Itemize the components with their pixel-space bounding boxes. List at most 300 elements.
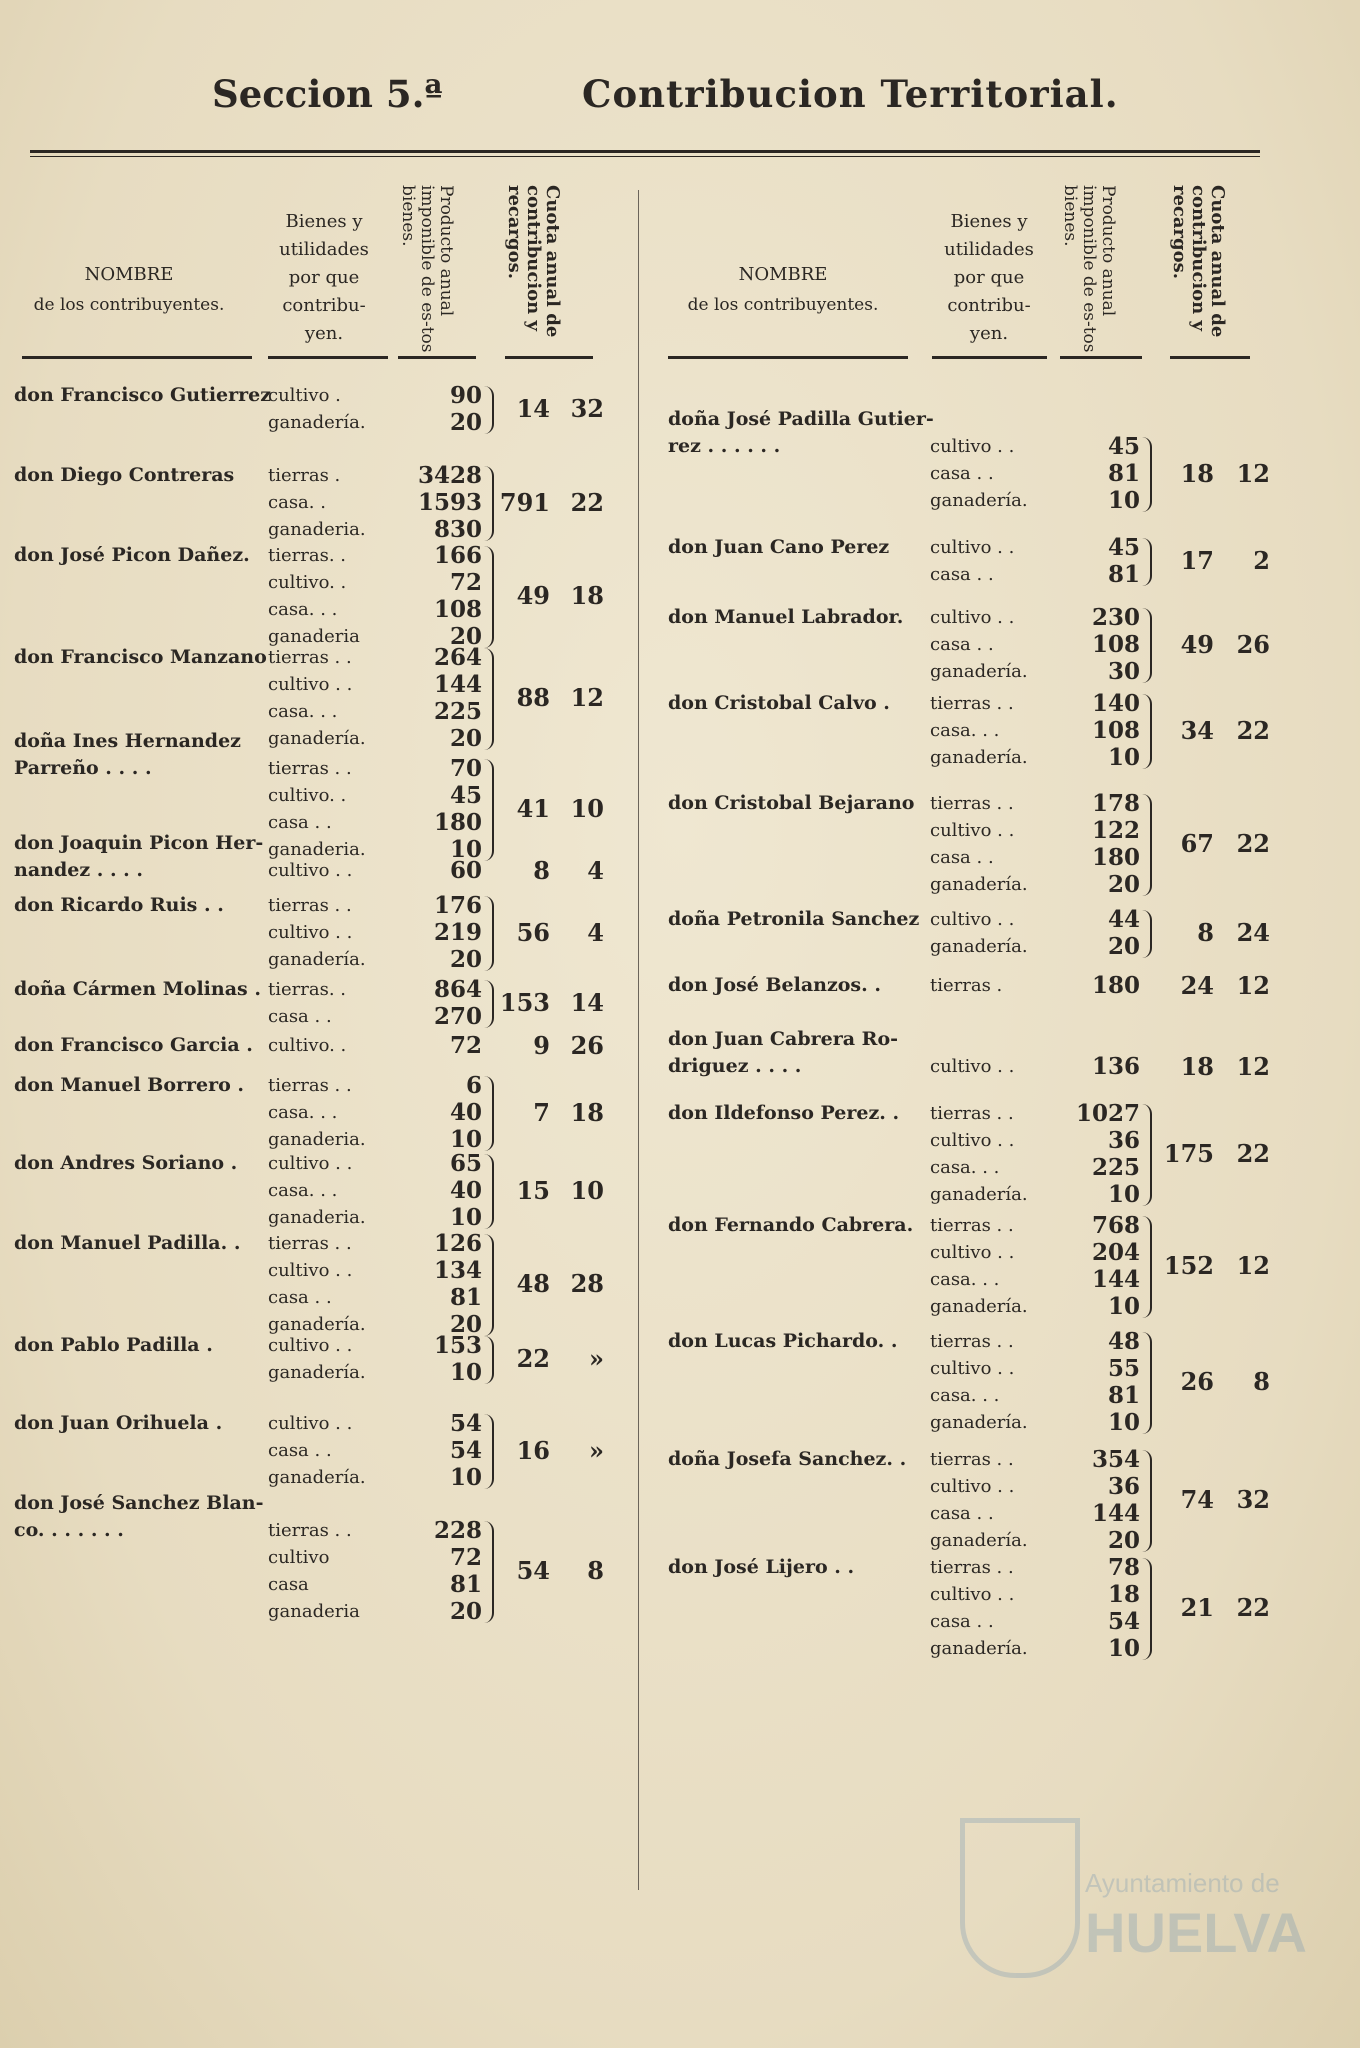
left-header-bienes-line: por que: [288, 267, 360, 288]
producto-value: 65: [449, 1150, 482, 1177]
bien-item: tierras . .: [930, 1449, 1014, 1470]
bien-item: tierras. .: [268, 979, 346, 1000]
producto-value: 225: [433, 698, 482, 725]
page-header: [0, 72, 1360, 132]
producto-value: 176: [433, 892, 482, 919]
bien-item: casa . .: [930, 847, 994, 868]
right-header-underline: [668, 356, 908, 359]
producto-value: 78: [1107, 1554, 1140, 1581]
producto-value: 54: [449, 1410, 482, 1437]
producto-value: 354: [1091, 1446, 1140, 1473]
bien-item: cultivo. .: [268, 785, 347, 806]
producto-value: 20: [449, 1598, 482, 1625]
left-header-underline: [268, 356, 388, 359]
producto-value: 10: [1107, 1409, 1140, 1436]
cuota-reales: 88: [516, 683, 550, 712]
bien-item: cultivo . .: [930, 1476, 1015, 1497]
cuota-maravedis: 12: [1236, 1051, 1270, 1081]
left-contribuyente-row: [0, 542, 640, 650]
bien-item: cultivo. .: [268, 572, 347, 593]
bien-item: tierras . .: [268, 1233, 352, 1254]
contribuyente-name: don Andres Soriano .: [14, 1152, 238, 1174]
contribuyente-name: don Juan Cano Perez: [668, 536, 890, 558]
cuota-maravedis: 14: [570, 988, 604, 1017]
cuota-maravedis: 12: [1236, 1251, 1270, 1280]
producto-value: 204: [1091, 1239, 1140, 1266]
header-rule-thin: [30, 156, 1260, 157]
cuota-reales: 18: [1180, 1051, 1214, 1081]
cuota-reales: 9: [533, 1030, 550, 1060]
contribuyente-name: don Pablo Padilla .: [14, 1334, 213, 1356]
right-contribuyente-row: [640, 1100, 1280, 1208]
cuota-maravedis: 22: [1236, 829, 1270, 858]
right-contribuyente-row: [640, 534, 1280, 588]
left-contribuyente-row: [0, 892, 640, 973]
bien-item: cultivo . .: [268, 922, 353, 943]
left-contribuyente-row: [0, 462, 640, 543]
contribuyente-name: doña Ines Hernandez: [14, 730, 241, 752]
right-header-bienes-line: por que: [953, 267, 1025, 288]
bien-item: casa . .: [268, 1440, 332, 1461]
cuota-maravedis: 24: [1236, 918, 1270, 947]
left-header-underline: [22, 356, 252, 359]
producto-value: 60: [449, 857, 482, 884]
producto-value: 72: [449, 1544, 482, 1571]
producto-value: 81: [449, 1284, 482, 1311]
bien-item: cultivo . .: [930, 909, 1015, 930]
bien-item: tierras . .: [930, 693, 1014, 714]
right-header-underline: [932, 356, 1047, 359]
producto-value: 20: [1107, 933, 1140, 960]
contribuyente-name: don Manuel Padilla. .: [14, 1232, 241, 1254]
bien-item: tierras . .: [268, 647, 352, 668]
cuota-reales: 14: [516, 394, 550, 423]
producto-value: 10: [1107, 1181, 1140, 1208]
producto-value: 180: [1091, 972, 1140, 999]
producto-value: 140: [1091, 690, 1140, 717]
bien-item: cultivo . .: [268, 860, 353, 881]
producto-value: 54: [449, 1437, 482, 1464]
cuota-reales: 22: [516, 1344, 550, 1373]
cuota-maravedis: 18: [570, 1097, 604, 1127]
bien-item: cultivo .: [268, 385, 341, 406]
cuota-reales: 791: [499, 487, 550, 517]
producto-value: 10: [449, 1204, 482, 1231]
producto-value: 54: [1107, 1608, 1140, 1635]
right-contribuyente-row: [640, 1026, 1280, 1080]
bien-item: casa. . .: [268, 701, 338, 722]
right-header-bienes-line: utilidades: [944, 239, 1034, 260]
bien-item: cultivo. .: [268, 1035, 347, 1056]
producto-value: 10: [449, 1126, 482, 1153]
contribuyente-name: co. . . . . . .: [14, 1519, 124, 1541]
producto-value: 10: [1107, 1635, 1140, 1662]
producto-value: 40: [449, 1099, 482, 1126]
left-header-nombre-title: NOMBRE: [84, 264, 174, 285]
bien-item: cultivo . .: [930, 1130, 1015, 1151]
producto-value: 219: [433, 919, 482, 946]
contribuyente-name: don Diego Contreras: [14, 464, 235, 486]
producto-value: 72: [449, 569, 482, 596]
left-column-header: [0, 160, 640, 360]
bien-item: cultivo . .: [930, 1056, 1015, 1077]
contribuyente-name: don Juan Orihuela .: [14, 1412, 223, 1434]
contribuyente-name: rez . . . . . .: [668, 435, 781, 457]
bien-item: ganaderia.: [268, 519, 366, 540]
bien-item: cultivo . .: [268, 1335, 353, 1356]
producto-value: 178: [1091, 790, 1140, 817]
producto-value: 144: [433, 671, 482, 698]
left-contribuyente-row: [0, 1230, 640, 1338]
bien-item: ganaderia.: [268, 1207, 366, 1228]
producto-value: 45: [1107, 534, 1140, 561]
right-column: [640, 160, 1280, 2040]
cuota-maravedis: 18: [570, 581, 604, 610]
contribuyente-name: doña José Padilla Gutier-: [668, 408, 934, 430]
bien-item: ganadería.: [930, 661, 1028, 682]
cuota-reales: 26: [1180, 1367, 1214, 1396]
bien-item: casa. . .: [268, 599, 338, 620]
cuota-reales: 153: [499, 988, 550, 1017]
right-contribuyente-row: [640, 790, 1280, 898]
contribuyente-name: don Francisco Gutierrez: [14, 384, 272, 406]
header-rule: [30, 150, 1260, 153]
bien-item: ganadería.: [268, 1314, 366, 1335]
section-title: Seccion 5.ª: [212, 72, 443, 116]
cuota-reales: 49: [516, 581, 550, 610]
producto-value: 10: [1107, 487, 1140, 514]
producto-value: 10: [449, 836, 482, 863]
contribuyente-name: driguez . . . .: [668, 1055, 802, 1077]
contribuyente-name: don José Lijero . .: [668, 1556, 855, 1578]
bien-item: tierras .: [268, 465, 341, 486]
contribuyente-name: don Manuel Labrador.: [668, 606, 904, 628]
right-header-cuota: Cuota anual de contribucion y recargos.: [1169, 185, 1228, 338]
producto-value: 45: [449, 782, 482, 809]
bien-item: casa. . .: [930, 1157, 1000, 1178]
right-contribuyente-row: [640, 1212, 1280, 1320]
producto-value: 144: [1091, 1500, 1140, 1527]
bien-item: ganadería.: [930, 1296, 1028, 1317]
right-header-nombre-title: NOMBRE: [738, 264, 828, 285]
bien-item: casa. .: [268, 492, 326, 513]
producto-value: 36: [1107, 1127, 1140, 1154]
producto-value: 70: [449, 755, 482, 782]
contribuyente-name: doña Josefa Sanchez. .: [668, 1448, 907, 1470]
contribuyente-name: nandez . . . .: [14, 859, 144, 881]
bien-item: casa. . .: [930, 1385, 1000, 1406]
bien-item: ganadería.: [268, 949, 366, 970]
producto-value: 20: [449, 623, 482, 650]
bien-item: ganadería.: [930, 1638, 1028, 1659]
right-header-bienes-line: Bienes y: [950, 211, 1028, 232]
bien-item: cultivo . .: [930, 537, 1015, 558]
right-header-underline: [1170, 356, 1250, 359]
producto-value: 270: [433, 1003, 482, 1030]
producto-value: 108: [1091, 717, 1140, 744]
cuota-maravedis: »: [589, 1344, 604, 1373]
cuota-maravedis: 4: [587, 917, 604, 947]
bien-item: tierras . .: [268, 1520, 352, 1541]
bien-item: cultivo . .: [268, 1153, 353, 1174]
cuota-reales: 18: [1180, 458, 1214, 488]
cuota-maravedis: »: [589, 1435, 604, 1465]
producto-value: 40: [449, 1177, 482, 1204]
contribuyente-name: don Cristobal Calvo .: [668, 692, 890, 714]
producto-value: 81: [1107, 1382, 1140, 1409]
bien-item: casa . .: [930, 463, 994, 484]
cuota-maravedis: 8: [587, 1556, 604, 1585]
cuota-maravedis: 26: [570, 1030, 604, 1060]
producto-value: 1027: [1075, 1100, 1140, 1127]
right-header-nombre: [668, 260, 898, 320]
right-contribuyente-row: [640, 906, 1280, 960]
producto-value: 81: [1107, 561, 1140, 588]
producto-value: 44: [1107, 906, 1140, 933]
producto-value: 20: [449, 725, 482, 752]
producto-value: 3428: [417, 462, 482, 489]
producto-value: 225: [1091, 1154, 1140, 1181]
producto-value: 1593: [417, 489, 482, 516]
bien-item: tierras . .: [930, 1103, 1014, 1124]
left-header-bienes-line: contribu-: [282, 295, 366, 316]
bien-item: tierras. .: [268, 545, 346, 566]
producto-value: 768: [1091, 1212, 1140, 1239]
contribuyente-name: don Joaquin Picon Her-: [14, 832, 264, 854]
bien-item: cultivo . .: [930, 436, 1015, 457]
document-title: Contribucion Territorial.: [582, 72, 1119, 116]
left-contribuyente-row: [0, 382, 640, 436]
bien-item: ganadería.: [930, 747, 1028, 768]
contribuyente-name: don Francisco Manzano: [14, 646, 267, 668]
contribuyente-name: doña Petronila Sanchez: [668, 908, 920, 930]
bien-item: ganadería.: [930, 1184, 1028, 1205]
contribuyente-name: don José Picon Dañez.: [14, 544, 250, 566]
cuota-reales: 54: [516, 1556, 550, 1585]
left-header-nombre-sub: de los contribuyentes.: [33, 295, 225, 315]
contribuyente-name: don Francisco Garcia .: [14, 1034, 253, 1056]
left-header-nombre: [14, 260, 244, 320]
bien-item: casa . .: [268, 1006, 332, 1027]
cuota-reales: 175: [1163, 1139, 1214, 1168]
producto-value: 230: [1091, 604, 1140, 631]
cuota-maravedis: 12: [1236, 970, 1270, 1000]
contribuyente-name: don Ricardo Ruis . .: [14, 894, 224, 916]
contribuyente-name: don Manuel Borrero .: [14, 1074, 245, 1096]
producto-value: 90: [449, 382, 482, 409]
left-header-underline: [505, 356, 593, 359]
bien-item: ganaderia: [268, 626, 360, 647]
bien-item: ganadería.: [930, 490, 1028, 511]
producto-value: 108: [433, 596, 482, 623]
bien-item: cultivo . .: [930, 1584, 1015, 1605]
right-contribuyente-row: [640, 1328, 1280, 1436]
cuota-reales: 48: [516, 1269, 550, 1298]
left-column: [0, 160, 640, 2040]
producto-value: 134: [433, 1257, 482, 1284]
cuota-maravedis: 10: [570, 794, 604, 823]
cuota-reales: 152: [1163, 1251, 1214, 1280]
cuota-maravedis: 28: [570, 1269, 604, 1298]
bien-item: ganaderia.: [268, 839, 366, 860]
cuota-reales: 8: [533, 855, 550, 885]
bien-item: cultivo . .: [268, 1260, 353, 1281]
bien-item: ganaderia: [268, 1601, 360, 1622]
left-contribuyente-row: [0, 976, 640, 1030]
right-contribuyente-row: [640, 690, 1280, 771]
bien-item: cultivo . .: [268, 674, 353, 695]
cuota-maravedis: 22: [1236, 1593, 1270, 1622]
producto-value: 180: [1091, 844, 1140, 871]
right-contribuyente-row: [640, 406, 1280, 514]
right-header-bienes: [930, 208, 1048, 348]
cuota-reales: 7: [533, 1097, 550, 1127]
cuota-reales: 49: [1180, 629, 1214, 659]
bien-item: tierras .: [930, 975, 1003, 996]
bien-item: cultivo . .: [268, 1413, 353, 1434]
bien-item: ganadería.: [268, 728, 366, 749]
producto-value: 830: [433, 516, 482, 543]
right-header-bienes-line: yen.: [969, 323, 1009, 344]
producto-value: 18: [1107, 1581, 1140, 1608]
watermark-line1: Ayuntamiento de: [1085, 1868, 1280, 1898]
bien-item: tierras . .: [930, 1215, 1014, 1236]
bien-item: cultivo . .: [930, 1242, 1015, 1263]
producto-value: 864: [433, 976, 482, 1003]
cuota-maravedis: 32: [570, 394, 604, 423]
producto-value: 20: [1107, 1527, 1140, 1554]
bien-item: casa. . .: [268, 1102, 338, 1123]
bien-item: casa . .: [930, 564, 994, 585]
bien-item: casa . .: [930, 1611, 994, 1632]
producto-value: 153: [433, 1332, 482, 1359]
bien-item: cultivo . .: [930, 1358, 1015, 1379]
contribuyente-name: don José Belanzos. .: [668, 974, 881, 996]
cuota-maravedis: 32: [1236, 1485, 1270, 1514]
cuota-reales: 15: [516, 1175, 550, 1205]
left-contribuyente-row: [0, 1332, 640, 1386]
producto-value: 20: [449, 1311, 482, 1338]
contribuyente-name: Parreño . . . .: [14, 757, 152, 779]
cuota-maravedis: 4: [587, 855, 604, 885]
producto-value: 166: [433, 542, 482, 569]
cuota-maravedis: 2: [1253, 546, 1270, 575]
producto-value: 228: [433, 1517, 482, 1544]
bien-item: ganadería.: [930, 1412, 1028, 1433]
left-contribuyente-row: [0, 1072, 640, 1153]
bien-item: casa . .: [930, 634, 994, 655]
producto-value: 20: [449, 409, 482, 436]
left-contribuyente-row: [0, 830, 640, 884]
left-header-cuota: Cuota anual de contribucion y recargos.: [504, 185, 563, 338]
bien-item: ganadería.: [930, 936, 1028, 957]
producto-value: 20: [1107, 871, 1140, 898]
producto-value: 81: [449, 1571, 482, 1598]
bien-item: ganadería.: [268, 1467, 366, 1488]
bien-item: ganadería.: [930, 874, 1028, 895]
right-header-underline: [1060, 356, 1142, 359]
bien-item: casa: [268, 1574, 309, 1595]
bien-item: cultivo: [268, 1547, 330, 1568]
contribuyente-name: don Cristobal Bejarano: [668, 792, 915, 814]
right-contribuyente-row: [640, 604, 1280, 685]
cuota-reales: 41: [516, 794, 550, 823]
producto-value: 10: [449, 1464, 482, 1491]
contribuyente-name: don Juan Cabrera Ro-: [668, 1028, 899, 1050]
bien-item: ganadería.: [930, 1530, 1028, 1551]
bien-item: ganadería.: [268, 412, 366, 433]
right-header-bienes-line: contribu-: [947, 295, 1031, 316]
coat-of-arms-icon: [960, 1818, 1080, 1978]
left-contribuyente-row: [0, 1150, 640, 1231]
producto-value: 136: [1091, 1053, 1140, 1080]
right-contribuyente-row: [640, 1446, 1280, 1554]
bien-item: tierras . .: [930, 793, 1014, 814]
left-header-bienes-line: yen.: [304, 323, 344, 344]
bien-item: casa . .: [268, 812, 332, 833]
producto-value: 81: [1107, 460, 1140, 487]
producto-value: 20: [449, 946, 482, 973]
cuota-reales: 21: [1180, 1593, 1214, 1622]
producto-value: 45: [1107, 433, 1140, 460]
bien-item: ganadería.: [268, 1362, 366, 1383]
producto-value: 10: [449, 1359, 482, 1386]
bien-item: casa. . .: [930, 720, 1000, 741]
bien-item: casa. . .: [930, 1269, 1000, 1290]
cuota-reales: 8: [1197, 918, 1214, 947]
producto-value: 48: [1107, 1328, 1140, 1355]
producto-value: 122: [1091, 817, 1140, 844]
cuota-maravedis: 22: [570, 487, 604, 517]
producto-value: 10: [1107, 744, 1140, 771]
bien-item: tierras . .: [268, 1075, 352, 1096]
watermark: [960, 1808, 1307, 1978]
bien-item: casa . .: [930, 1503, 994, 1524]
producto-value: 108: [1091, 631, 1140, 658]
cuota-reales: 56: [516, 917, 550, 947]
left-header-producto: Producto anual imponible de es-tos bienes.: [398, 185, 456, 353]
bien-item: cultivo . .: [930, 820, 1015, 841]
left-header-bienes-line: Bienes y: [285, 211, 363, 232]
bien-item: tierras . .: [930, 1557, 1014, 1578]
bien-item: casa. . .: [268, 1180, 338, 1201]
cuota-reales: 17: [1180, 546, 1214, 575]
left-header-bienes: [265, 208, 383, 348]
cuota-reales: 74: [1180, 1485, 1214, 1514]
producto-value: 72: [449, 1032, 482, 1059]
cuota-maravedis: 12: [570, 683, 604, 712]
right-contribuyente-row: [640, 1554, 1280, 1662]
contribuyente-name: doña Cármen Molinas .: [14, 978, 261, 1000]
contribuyente-name: don José Sanchez Blan-: [14, 1492, 264, 1514]
right-column-header: [640, 160, 1280, 360]
cuota-reales: 24: [1180, 970, 1214, 1000]
watermark-line2: HUELVA: [1085, 1901, 1307, 1964]
producto-value: 55: [1107, 1355, 1140, 1382]
cuota-maravedis: 8: [1253, 1367, 1270, 1396]
contribuyente-name: don Fernando Cabrera.: [668, 1214, 914, 1236]
cuota-maravedis: 26: [1236, 629, 1270, 659]
producto-value: 6: [465, 1072, 482, 1099]
cuota-reales: 34: [1180, 715, 1214, 745]
producto-value: 180: [433, 809, 482, 836]
right-contribuyente-row: [640, 972, 1280, 999]
producto-value: 10: [1107, 1293, 1140, 1320]
producto-value: 36: [1107, 1473, 1140, 1500]
bien-item: tierras . .: [930, 1331, 1014, 1352]
cuota-reales: 67: [1180, 829, 1214, 858]
left-contribuyente-row: [0, 1490, 640, 1625]
